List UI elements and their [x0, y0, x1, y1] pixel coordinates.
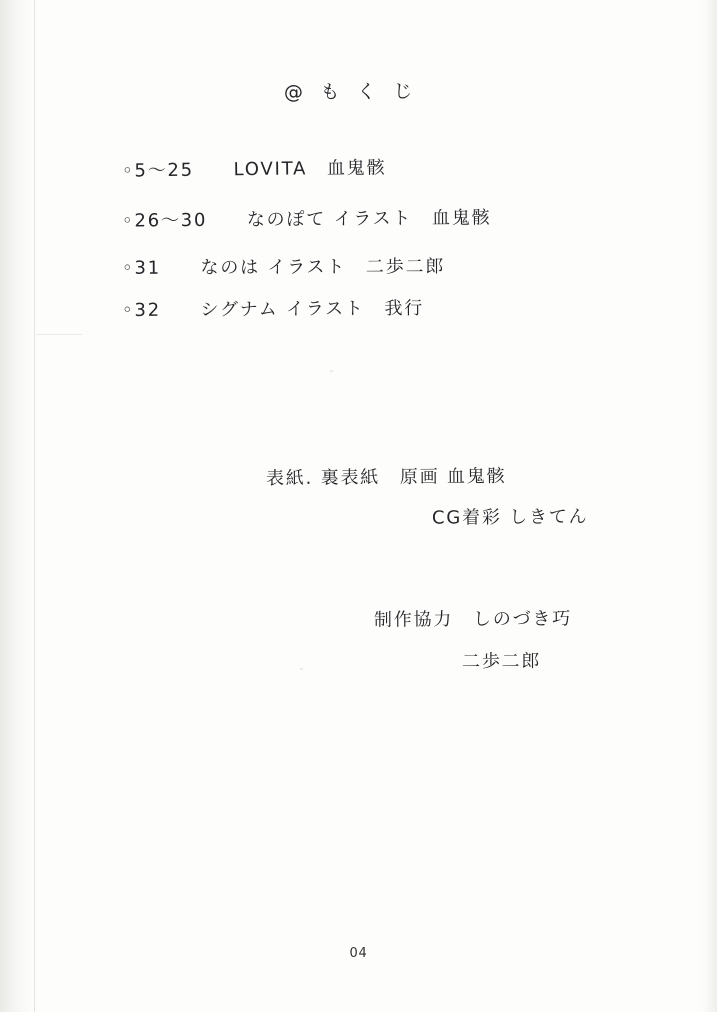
- scan-smudge: [36, 334, 82, 335]
- toc-entry-1: ◦5〜25 LOVITA 血鬼骸: [121, 157, 387, 182]
- scan-smudge: [330, 370, 333, 372]
- scan-smudge: [300, 668, 303, 670]
- credit-production-support: 制作協力 しのづき巧: [373, 608, 573, 631]
- toc-entry-3: ◦31 なのは イラスト 二歩二郎: [121, 256, 446, 279]
- credit-cover-art: 表紙. 裏表紙 原画 血鬼骸: [265, 465, 507, 490]
- page-number: 04: [349, 946, 368, 961]
- scan-edge-line: [34, 0, 35, 1012]
- toc-entry-4: ◦32 シグナム イラスト 我行: [121, 297, 425, 322]
- credit-production-support-2: 二歩二郎: [461, 650, 542, 673]
- credit-cg-coloring: CG着彩 しきてん: [431, 506, 589, 529]
- toc-entry-2: ◦26〜30 なのぽて イラスト 血鬼骸: [121, 207, 492, 232]
- page-title: @ も く じ: [283, 80, 419, 104]
